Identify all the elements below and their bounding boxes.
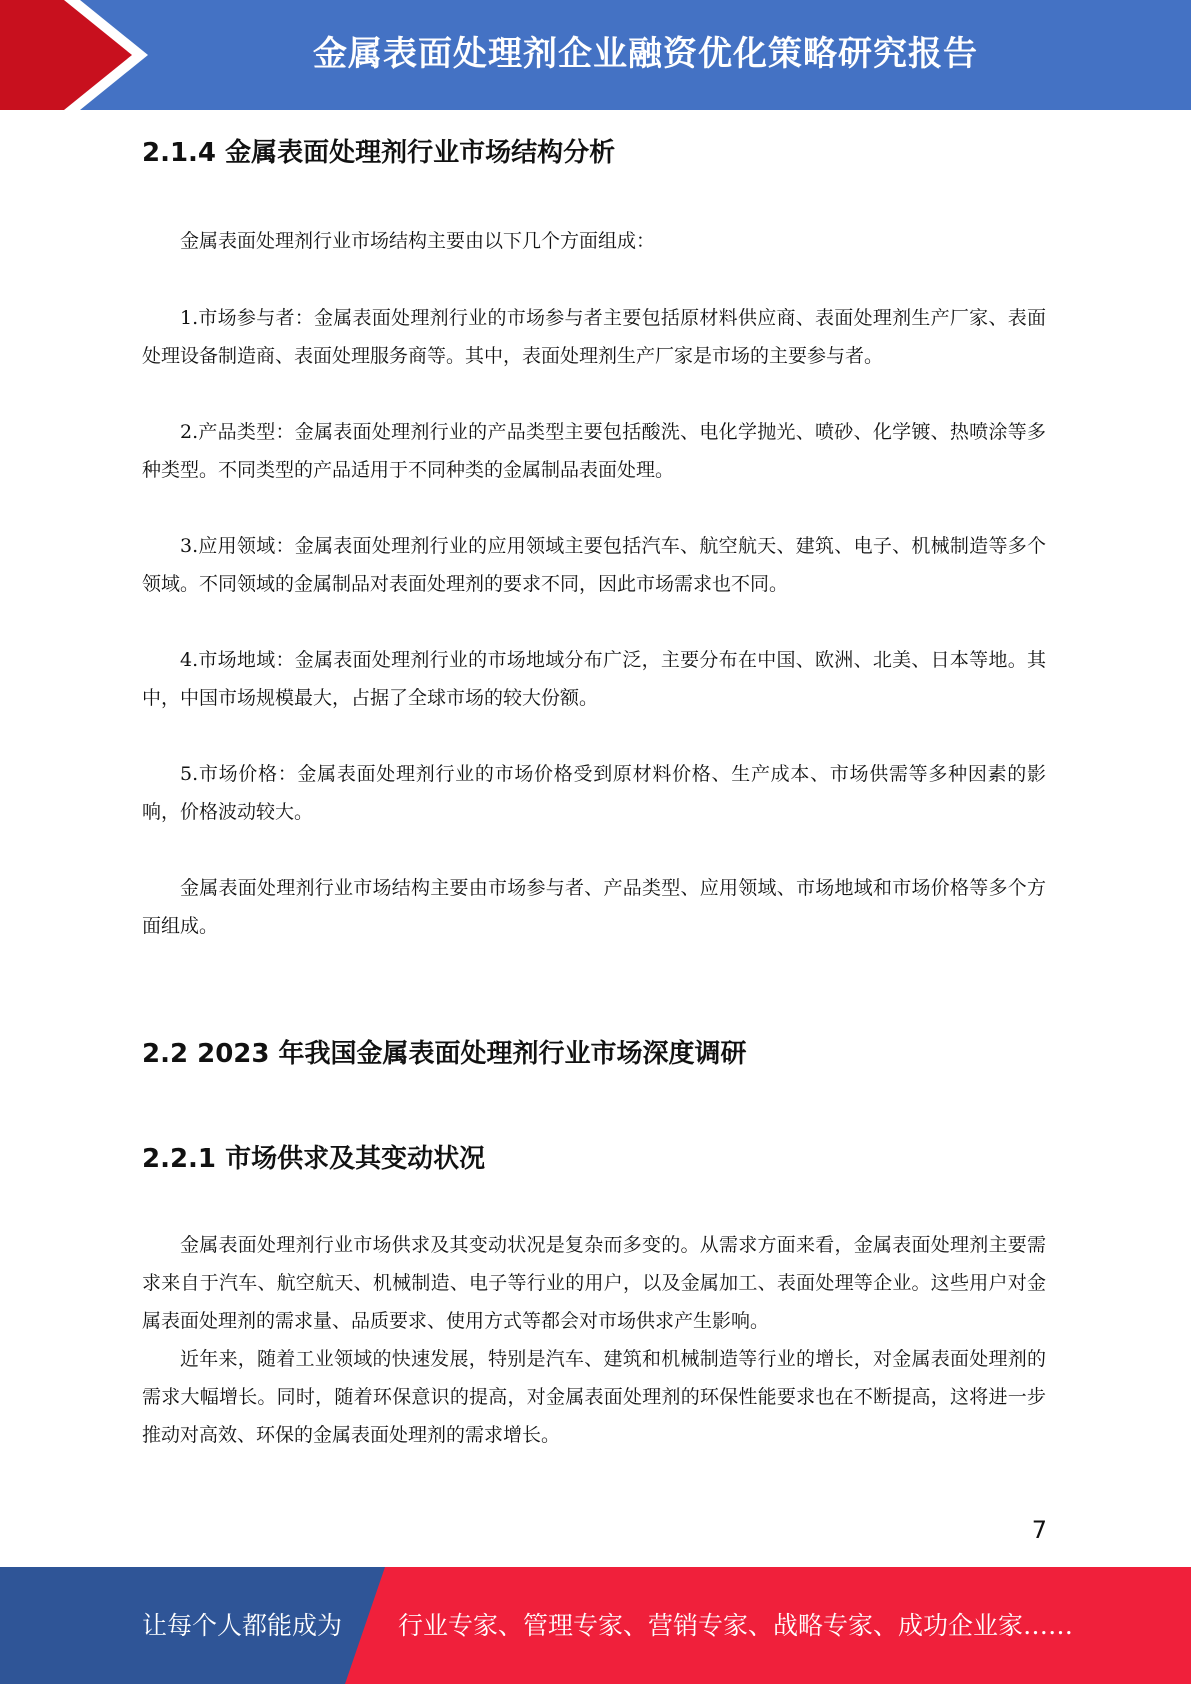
- paragraph-application-fields: 3.应用领域：金属表面处理剂行业的应用领域主要包括汽车、航空航天、建筑、电子、机械制造等多个领域。不同领域的金属制品对表面处理剂的要求不同，因此市场需求也不同。: [142, 535, 1046, 595]
- section-heading-2-1-4: 2.1.4 金属表面处理剂行业市场结构分析: [142, 138, 616, 168]
- paragraph-structure-summary: 金属表面处理剂行业市场结构主要由市场参与者、产品类型、应用领域、市场地域和市场价格等多个方面组成。: [142, 877, 1046, 937]
- page-footer: [0, 1567, 1191, 1684]
- paragraph-market-participants: 1.市场参与者：金属表面处理剂行业的市场参与者主要包括原材料供应商、表面处理剂生产厂家、表面处理设备制造商、表面处理服务商等。其中，表面处理剂生产厂家是市场的主要参与者。: [142, 307, 1046, 367]
- footer-slogan-left: 让每个人都能成为: [142, 1611, 343, 1640]
- footer-slogan-right: 行业专家、管理专家、营销专家、战略专家、成功企业家……: [398, 1611, 1074, 1640]
- page-number: 7: [1031, 1516, 1047, 1544]
- paragraph-market-regions: 4.市场地域：金属表面处理剂行业的市场地域分布广泛，主要分布在中国、欧洲、北美、日本等地。其中，中国市场规模最大，占据了全球市场的较大份额。: [142, 649, 1046, 709]
- paragraph-product-types: 2.产品类型：金属表面处理剂行业的产品类型主要包括酸洗、电化学抛光、喷砂、化学镀、热喷涂等多种类型。不同类型的产品适用于不同种类的金属制品表面处理。: [142, 421, 1046, 481]
- report-title: 金属表面处理剂企业融资优化策略研究报告: [313, 34, 978, 74]
- page-header: [0, 0, 1191, 110]
- paragraph-recent-growth: 近年来，随着工业领域的快速发展，特别是汽车、建筑和机械制造等行业的增长，对金属表面处理剂的需求大幅增长。同时，随着环保意识的提高，对金属表面处理剂的环保性能要求也在不断提高，这将进一步推动对高效、环保的金属表面处理剂的需求增长。: [142, 1348, 1046, 1446]
- paragraph-intro: 金属表面处理剂行业市场结构主要由以下几个方面组成：: [180, 230, 656, 252]
- section-heading-2-2-1: 2.2.1 市场供求及其变动状况: [142, 1144, 486, 1174]
- section-heading-2-2: 2.2 2023 年我国金属表面处理剂行业市场深度调研: [142, 1039, 747, 1069]
- paragraph-supply-demand: 金属表面处理剂行业市场供求及其变动状况是复杂而多变的。从需求方面来看，金属表面处理剂主要需求来自于汽车、航空航天、机械制造、电子等行业的用户，以及金属加工、表面处理等企业。这些用户对金属表面处理剂的需求量、品质要求、使用方式等都会对市场供求产生影响。: [142, 1234, 1046, 1332]
- paragraph-market-prices: 5.市场价格：金属表面处理剂行业的市场价格受到原材料价格、生产成本、市场供需等多种因素的影响，价格波动较大。: [142, 763, 1046, 823]
